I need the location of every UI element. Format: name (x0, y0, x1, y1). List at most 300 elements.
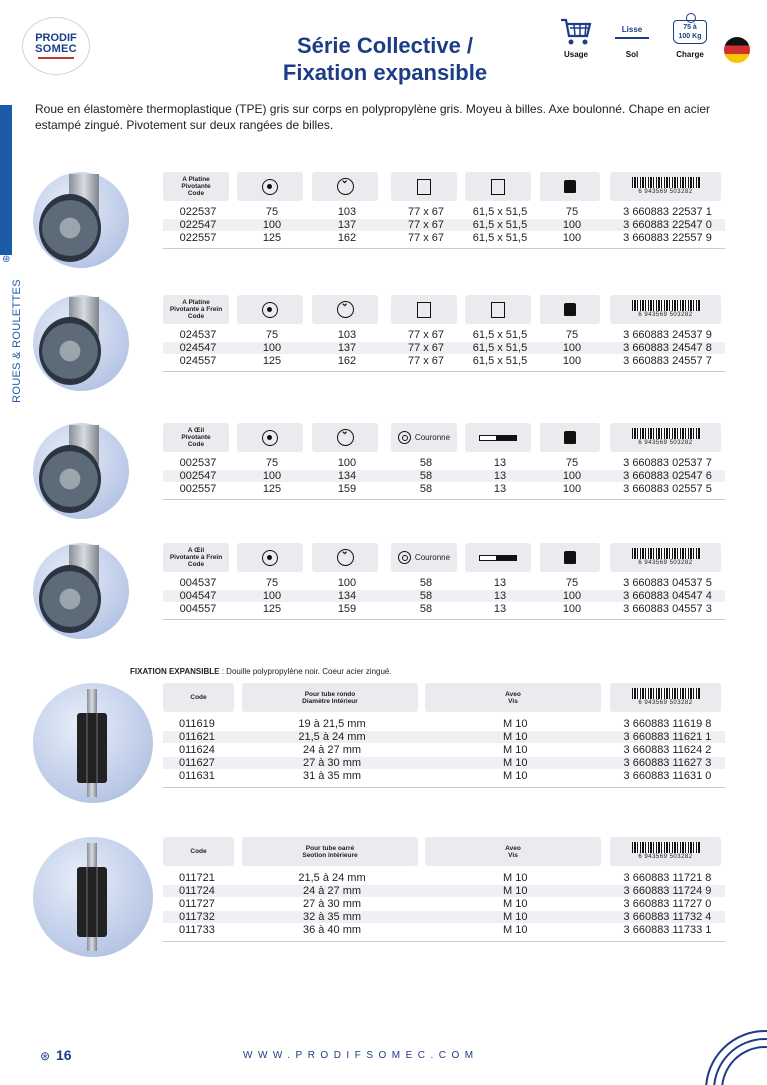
table-cell: 75 (565, 206, 579, 218)
bolt-icon (479, 435, 517, 441)
barcode-header (610, 543, 721, 572)
table-cell: 100 (262, 470, 282, 482)
fixation-title (130, 667, 392, 676)
table-rule (163, 248, 725, 249)
table-row (163, 457, 725, 469)
table-cell: 3 660883 11727 0 (623, 898, 712, 910)
table-rule (163, 619, 725, 620)
wheel-diameter-header (237, 172, 303, 201)
table-cell: 100 (262, 342, 282, 354)
title-line2: Fixation expansible (282, 60, 488, 85)
code-header-line: A Platine (182, 176, 210, 183)
table-cell: 58 (419, 577, 433, 589)
table-cell: 011724 (179, 885, 215, 897)
fixation-block (0, 837, 767, 967)
table-cell: 13 (493, 457, 507, 469)
plate-size-icon (417, 302, 431, 318)
table-cell: 100 (562, 603, 582, 615)
header-line: Seotion intérieure (302, 851, 358, 859)
barcode-number: 6 943569 503282 (638, 700, 693, 706)
spacing-header (465, 423, 531, 452)
table-cell: 022537 (179, 206, 217, 218)
tube-size-header (242, 683, 418, 712)
table-cell: 58 (419, 603, 433, 615)
table-cell: 27 à 30 mm (302, 898, 362, 910)
table-cell: 011733 (179, 924, 215, 936)
table-cell: 3 660883 11724 9 (623, 885, 712, 897)
page-title (220, 32, 550, 86)
caster-photo (33, 543, 129, 639)
barcode-icon (632, 300, 700, 319)
ring-icon (398, 551, 411, 564)
table-cell: 3 660883 11624 2 (623, 744, 712, 756)
table-cell: 125 (262, 603, 282, 615)
table-cell: 3 660883 11733 1 (623, 924, 712, 936)
footer-wheel-icon: ⊛ (40, 1049, 51, 1063)
table-cell: 32 à 35 mm (302, 911, 362, 923)
spacing-header (465, 543, 531, 572)
table-cell: 3 660883 02537 7 (623, 457, 712, 469)
barcode-bars (632, 177, 700, 188)
table-cell: 58 (419, 457, 433, 469)
load-header (540, 172, 600, 201)
table-cell: 011621 (179, 731, 215, 743)
table-cell: 3 660883 11627 3 (623, 757, 712, 769)
caster-block (0, 172, 767, 272)
table-cell: 13 (493, 470, 507, 482)
table-row (163, 577, 725, 589)
table-row (163, 924, 725, 936)
table-cell: 75 (265, 329, 279, 341)
table-row (163, 232, 725, 244)
bolt-icon (479, 555, 517, 561)
table-cell: 100 (262, 219, 282, 231)
table-cell: 011631 (179, 770, 215, 782)
load-header (540, 543, 600, 572)
barcode-icon (632, 548, 700, 567)
caster-photo (33, 172, 129, 268)
table-rule (163, 787, 725, 788)
height-icon (337, 178, 354, 195)
brand-line2: SOMEC (35, 43, 77, 55)
plate-size-icon (417, 179, 431, 195)
header-line: Aveo (505, 690, 521, 698)
table-cell: 19 à 21,5 mm (298, 718, 366, 730)
load-header (540, 295, 600, 324)
caster-photo (33, 423, 129, 519)
table-cell: M 10 (503, 872, 528, 884)
usage-picto (558, 14, 594, 59)
sidebar-label: ROUES & ROULETTES (11, 279, 23, 403)
height-icon (337, 301, 354, 318)
table-cell: 004537 (179, 577, 217, 589)
code-header-line: A Œil (187, 427, 205, 434)
table-cell: 100 (562, 483, 582, 495)
table-cell: 3 660883 24547 8 (623, 342, 712, 354)
table-cell: 13 (493, 603, 507, 615)
caster-block (0, 423, 767, 523)
floor-label: Sol (625, 50, 639, 59)
code-header-line: A Platine (182, 299, 210, 306)
header-line: Pour tube rondo (304, 690, 356, 698)
code-header-line: Code (187, 561, 205, 568)
ring-icon (398, 431, 411, 444)
table-cell: 011624 (179, 744, 215, 756)
table-cell: M 10 (503, 898, 528, 910)
wheel-image (39, 317, 101, 385)
table-cell: 011721 (179, 872, 215, 884)
wheel-diameter-icon (262, 550, 278, 566)
barcode-bars (632, 688, 700, 699)
table-cell: 3 660883 04557 3 (623, 603, 712, 615)
code-header (163, 423, 229, 452)
load-weight-icon (564, 303, 576, 316)
table-rule (163, 941, 725, 942)
header-line: Vis (508, 851, 518, 859)
table-row (163, 885, 725, 897)
table-row (163, 329, 725, 341)
caster-block (0, 543, 767, 643)
title-line1: Série Collective / (296, 33, 474, 58)
barcode-header (610, 172, 721, 201)
table-cell: 75 (565, 457, 579, 469)
fixation-photo (33, 683, 153, 803)
table-cell: 77 x 67 (407, 342, 445, 354)
table-cell: 31 à 35 mm (302, 770, 362, 782)
table-row (163, 355, 725, 367)
table-cell: 002547 (179, 470, 217, 482)
barcode-number: 6 943569 503282 (638, 312, 693, 318)
table-cell: 159 (337, 603, 357, 615)
table-cell: 3 660883 11631 0 (623, 770, 712, 782)
table-cell: 100 (562, 219, 582, 231)
sleeve-image (77, 713, 107, 783)
wheel-diameter-header (237, 543, 303, 572)
table-cell: M 10 (503, 718, 528, 730)
height-header (312, 543, 378, 572)
table-cell: 61,5 x 51,5 (472, 206, 528, 218)
couronne-label: Couronne (414, 433, 451, 442)
table-cell: 61,5 x 51,5 (472, 342, 528, 354)
table-row (163, 590, 725, 602)
code-header-line: Pivotante (181, 434, 211, 441)
floor-picto (612, 14, 652, 59)
height-header (312, 295, 378, 324)
table-cell: 77 x 67 (407, 329, 445, 341)
table-cell: 61,5 x 51,5 (472, 219, 528, 231)
code-header-line: Code (187, 441, 205, 448)
brand-underline (38, 57, 74, 59)
hole-spacing-icon (491, 179, 505, 195)
spacing-header (465, 295, 531, 324)
table-row (163, 219, 725, 231)
footer-url[interactable]: WWW.PRODIFSOMEC.COM (243, 1050, 479, 1061)
barcode-number: 6 943569 503282 (638, 560, 693, 566)
table-cell: 002557 (179, 483, 217, 495)
table-cell: 3 660883 11619 8 (623, 718, 712, 730)
table-row (163, 770, 725, 782)
barcode-number: 6 943569 503282 (638, 440, 693, 446)
table-cell: 103 (337, 329, 357, 341)
plate-header (391, 172, 457, 201)
sleeve-image (77, 867, 107, 937)
table-cell: 3 660883 11732 4 (623, 911, 712, 923)
table-cell: 75 (265, 457, 279, 469)
table-cell: M 10 (503, 770, 528, 782)
table-cell: M 10 (503, 924, 528, 936)
table-cell: 24 à 27 mm (302, 744, 362, 756)
german-flag-icon (724, 37, 750, 63)
table-cell: 024557 (179, 355, 217, 367)
table-row (163, 731, 725, 743)
table-cell: 004547 (179, 590, 217, 602)
table-cell: 3 660883 02557 5 (623, 483, 712, 495)
table-cell: 159 (337, 483, 357, 495)
load-picto (668, 14, 712, 59)
load-weight-icon (564, 431, 576, 444)
table-cell: 13 (493, 577, 507, 589)
caster-photo (33, 295, 129, 391)
table-cell: 137 (337, 342, 357, 354)
table-cell: 100 (562, 232, 582, 244)
table-row (163, 206, 725, 218)
table-cell: 011727 (179, 898, 215, 910)
code-header (163, 837, 234, 866)
intro-text: Roue en élastomère thermoplastique (TPE) gris sur corps en polypropylène gris. Moyeu à billes. Axe boulonné. Chape en acier estampé zingué. Pivotement sur deux rangées de billes. (35, 102, 711, 132)
height-header (312, 423, 378, 452)
barcode-bars (632, 428, 700, 439)
barcode-bars (632, 842, 700, 853)
table-row (163, 757, 725, 769)
table-cell: 011619 (179, 718, 215, 730)
load-header (540, 423, 600, 452)
barcode-bars (632, 548, 700, 559)
wheel-diameter-icon (262, 430, 278, 446)
load-weight-icon (564, 180, 576, 193)
table-cell: 3 660883 11621 1 (623, 731, 712, 743)
brand-logo (22, 17, 90, 75)
table-cell: 58 (419, 470, 433, 482)
load-value-2: 100 Kg (678, 33, 702, 40)
table-cell: 125 (262, 483, 282, 495)
table-cell: 162 (337, 355, 357, 367)
weight-icon (673, 20, 707, 44)
caster-block (0, 295, 767, 395)
table-cell: 100 (562, 342, 582, 354)
table-row (163, 718, 725, 730)
code-header-line: Pivotante (181, 183, 211, 190)
table-cell: 3 660883 02547 6 (623, 470, 712, 482)
table-row (163, 872, 725, 884)
header-line: Pour tube oarré (305, 844, 355, 852)
table-cell: 61,5 x 51,5 (472, 232, 528, 244)
table-cell: 3 660883 04547 4 (623, 590, 712, 602)
barcode-icon (632, 428, 700, 447)
table-cell: 125 (262, 355, 282, 367)
table-cell: 004557 (179, 603, 217, 615)
plate-header (391, 543, 457, 572)
fixation-photo (33, 837, 153, 957)
table-cell: 13 (493, 483, 507, 495)
header-line: Code (190, 694, 207, 701)
wheel-image (39, 194, 101, 262)
code-header (163, 295, 229, 324)
wheel-diameter-icon (262, 179, 278, 195)
table-cell: 100 (337, 457, 357, 469)
table-cell: 024547 (179, 342, 217, 354)
load-value-1: 75 à (683, 24, 697, 31)
table-cell: 022557 (179, 232, 217, 244)
height-icon (337, 429, 354, 446)
couronne-label-group (398, 551, 450, 564)
table-cell: 3 660883 04537 5 (623, 577, 712, 589)
table-row (163, 470, 725, 482)
barcode-icon (632, 177, 700, 196)
table-cell: M 10 (503, 731, 528, 743)
wheel-diameter-header (237, 423, 303, 452)
couronne-label-group (398, 431, 450, 444)
code-header (163, 543, 229, 572)
fixation-block (0, 683, 767, 813)
barcode-icon (632, 688, 700, 707)
wheel-diameter-icon (262, 302, 278, 318)
code-header (163, 172, 229, 201)
barcode-header (610, 683, 721, 712)
table-cell: 58 (419, 483, 433, 495)
table-cell: 75 (565, 577, 579, 589)
table-cell: 21,5 à 24 mm (298, 731, 366, 743)
table-cell: 36 à 40 mm (302, 924, 362, 936)
code-header-line: A Œil (187, 547, 205, 554)
wheel-image (39, 565, 101, 633)
table-cell: 134 (337, 590, 357, 602)
table-cell: 3 660883 22547 0 (623, 219, 712, 231)
floor-value: Lisse (621, 25, 643, 34)
floor-line-icon (615, 37, 649, 39)
barcode-header (610, 837, 721, 866)
table-cell: 100 (262, 590, 282, 602)
barcode-number: 6 943569 503282 (638, 854, 693, 860)
barcode-header (610, 295, 721, 324)
table-cell: 27 à 30 mm (302, 757, 362, 769)
fixation-title-rest: : Douille polypropylène noir. Coeur acier zingué. (219, 667, 392, 676)
usage-label: Usage (563, 50, 588, 59)
wheel-image (39, 445, 101, 513)
height-header (312, 172, 378, 201)
table-cell: 77 x 67 (407, 206, 445, 218)
height-icon (337, 549, 354, 566)
table-cell: 3 660883 11721 8 (623, 872, 712, 884)
table-cell: 58 (419, 590, 433, 602)
header-line: Diamètre Intérieur (302, 697, 358, 705)
tube-size-header (242, 837, 418, 866)
table-cell: 77 x 67 (407, 219, 445, 231)
couronne-label: Couronne (414, 553, 451, 562)
barcode-icon (632, 842, 700, 861)
table-cell: 134 (337, 470, 357, 482)
table-cell: 100 (337, 577, 357, 589)
table-cell: 3 660883 22557 9 (623, 232, 712, 244)
table-cell: 77 x 67 (407, 355, 445, 367)
table-cell: 022547 (179, 219, 217, 231)
code-header-line: Pivotante à Frein (169, 554, 223, 561)
table-cell: M 10 (503, 911, 528, 923)
table-cell: M 10 (503, 744, 528, 756)
table-row (163, 744, 725, 756)
table-cell: 125 (262, 232, 282, 244)
barcode-header (610, 423, 721, 452)
header-line: Code (190, 848, 207, 855)
table-cell: 100 (562, 355, 582, 367)
table-cell: 100 (562, 590, 582, 602)
spacing-header (465, 172, 531, 201)
wheel-icon: ⊛ (2, 254, 11, 265)
brand-line1: PRODIF (35, 32, 77, 44)
table-cell: 011627 (179, 757, 215, 769)
table-cell: 162 (337, 232, 357, 244)
table-cell: 61,5 x 51,5 (472, 355, 528, 367)
code-header (163, 683, 234, 712)
fixation-title-bold: FIXATION EXPANSIBLE (130, 667, 220, 676)
table-cell: 24 à 27 mm (302, 885, 362, 897)
corner-decoration (705, 1030, 767, 1085)
table-cell: 3 660883 24537 9 (623, 329, 712, 341)
table-cell: M 10 (503, 885, 528, 897)
table-cell: 024537 (179, 329, 217, 341)
table-cell: 002537 (179, 457, 217, 469)
table-cell: 3 660883 22537 1 (623, 206, 712, 218)
cart-icon (559, 17, 593, 47)
code-header-line: Pivotante à Frein (169, 306, 223, 313)
load-weight-icon (564, 551, 576, 564)
table-rule (163, 499, 725, 500)
load-label: Charge (676, 50, 704, 59)
barcode-bars (632, 300, 700, 311)
table-cell: 75 (265, 577, 279, 589)
table-cell: 100 (562, 470, 582, 482)
table-row (163, 603, 725, 615)
barcode-number: 6 943569 503282 (638, 189, 693, 195)
table-cell: 75 (565, 329, 579, 341)
table-cell: 75 (265, 206, 279, 218)
table-cell: 61,5 x 51,5 (472, 329, 528, 341)
code-header-line: Code (187, 190, 205, 197)
screw-header (425, 683, 601, 712)
table-row (163, 342, 725, 354)
plate-header (391, 295, 457, 324)
table-cell: 21,5 à 24 mm (298, 872, 366, 884)
table-cell: 77 x 67 (407, 232, 445, 244)
table-row (163, 898, 725, 910)
table-cell: M 10 (503, 757, 528, 769)
plate-header (391, 423, 457, 452)
table-rule (163, 371, 725, 372)
table-row (163, 483, 725, 495)
header-line: Aveo (505, 844, 521, 852)
code-header-line: Code (187, 313, 205, 320)
table-cell: 137 (337, 219, 357, 231)
table-cell: 011732 (179, 911, 215, 923)
page-number: 16 (56, 1047, 72, 1063)
wheel-diameter-header (237, 295, 303, 324)
table-cell: 103 (337, 206, 357, 218)
table-cell: 13 (493, 590, 507, 602)
screw-header (425, 837, 601, 866)
hole-spacing-icon (491, 302, 505, 318)
header-line: Vis (508, 697, 518, 705)
table-row (163, 911, 725, 923)
table-cell: 3 660883 24557 7 (623, 355, 712, 367)
